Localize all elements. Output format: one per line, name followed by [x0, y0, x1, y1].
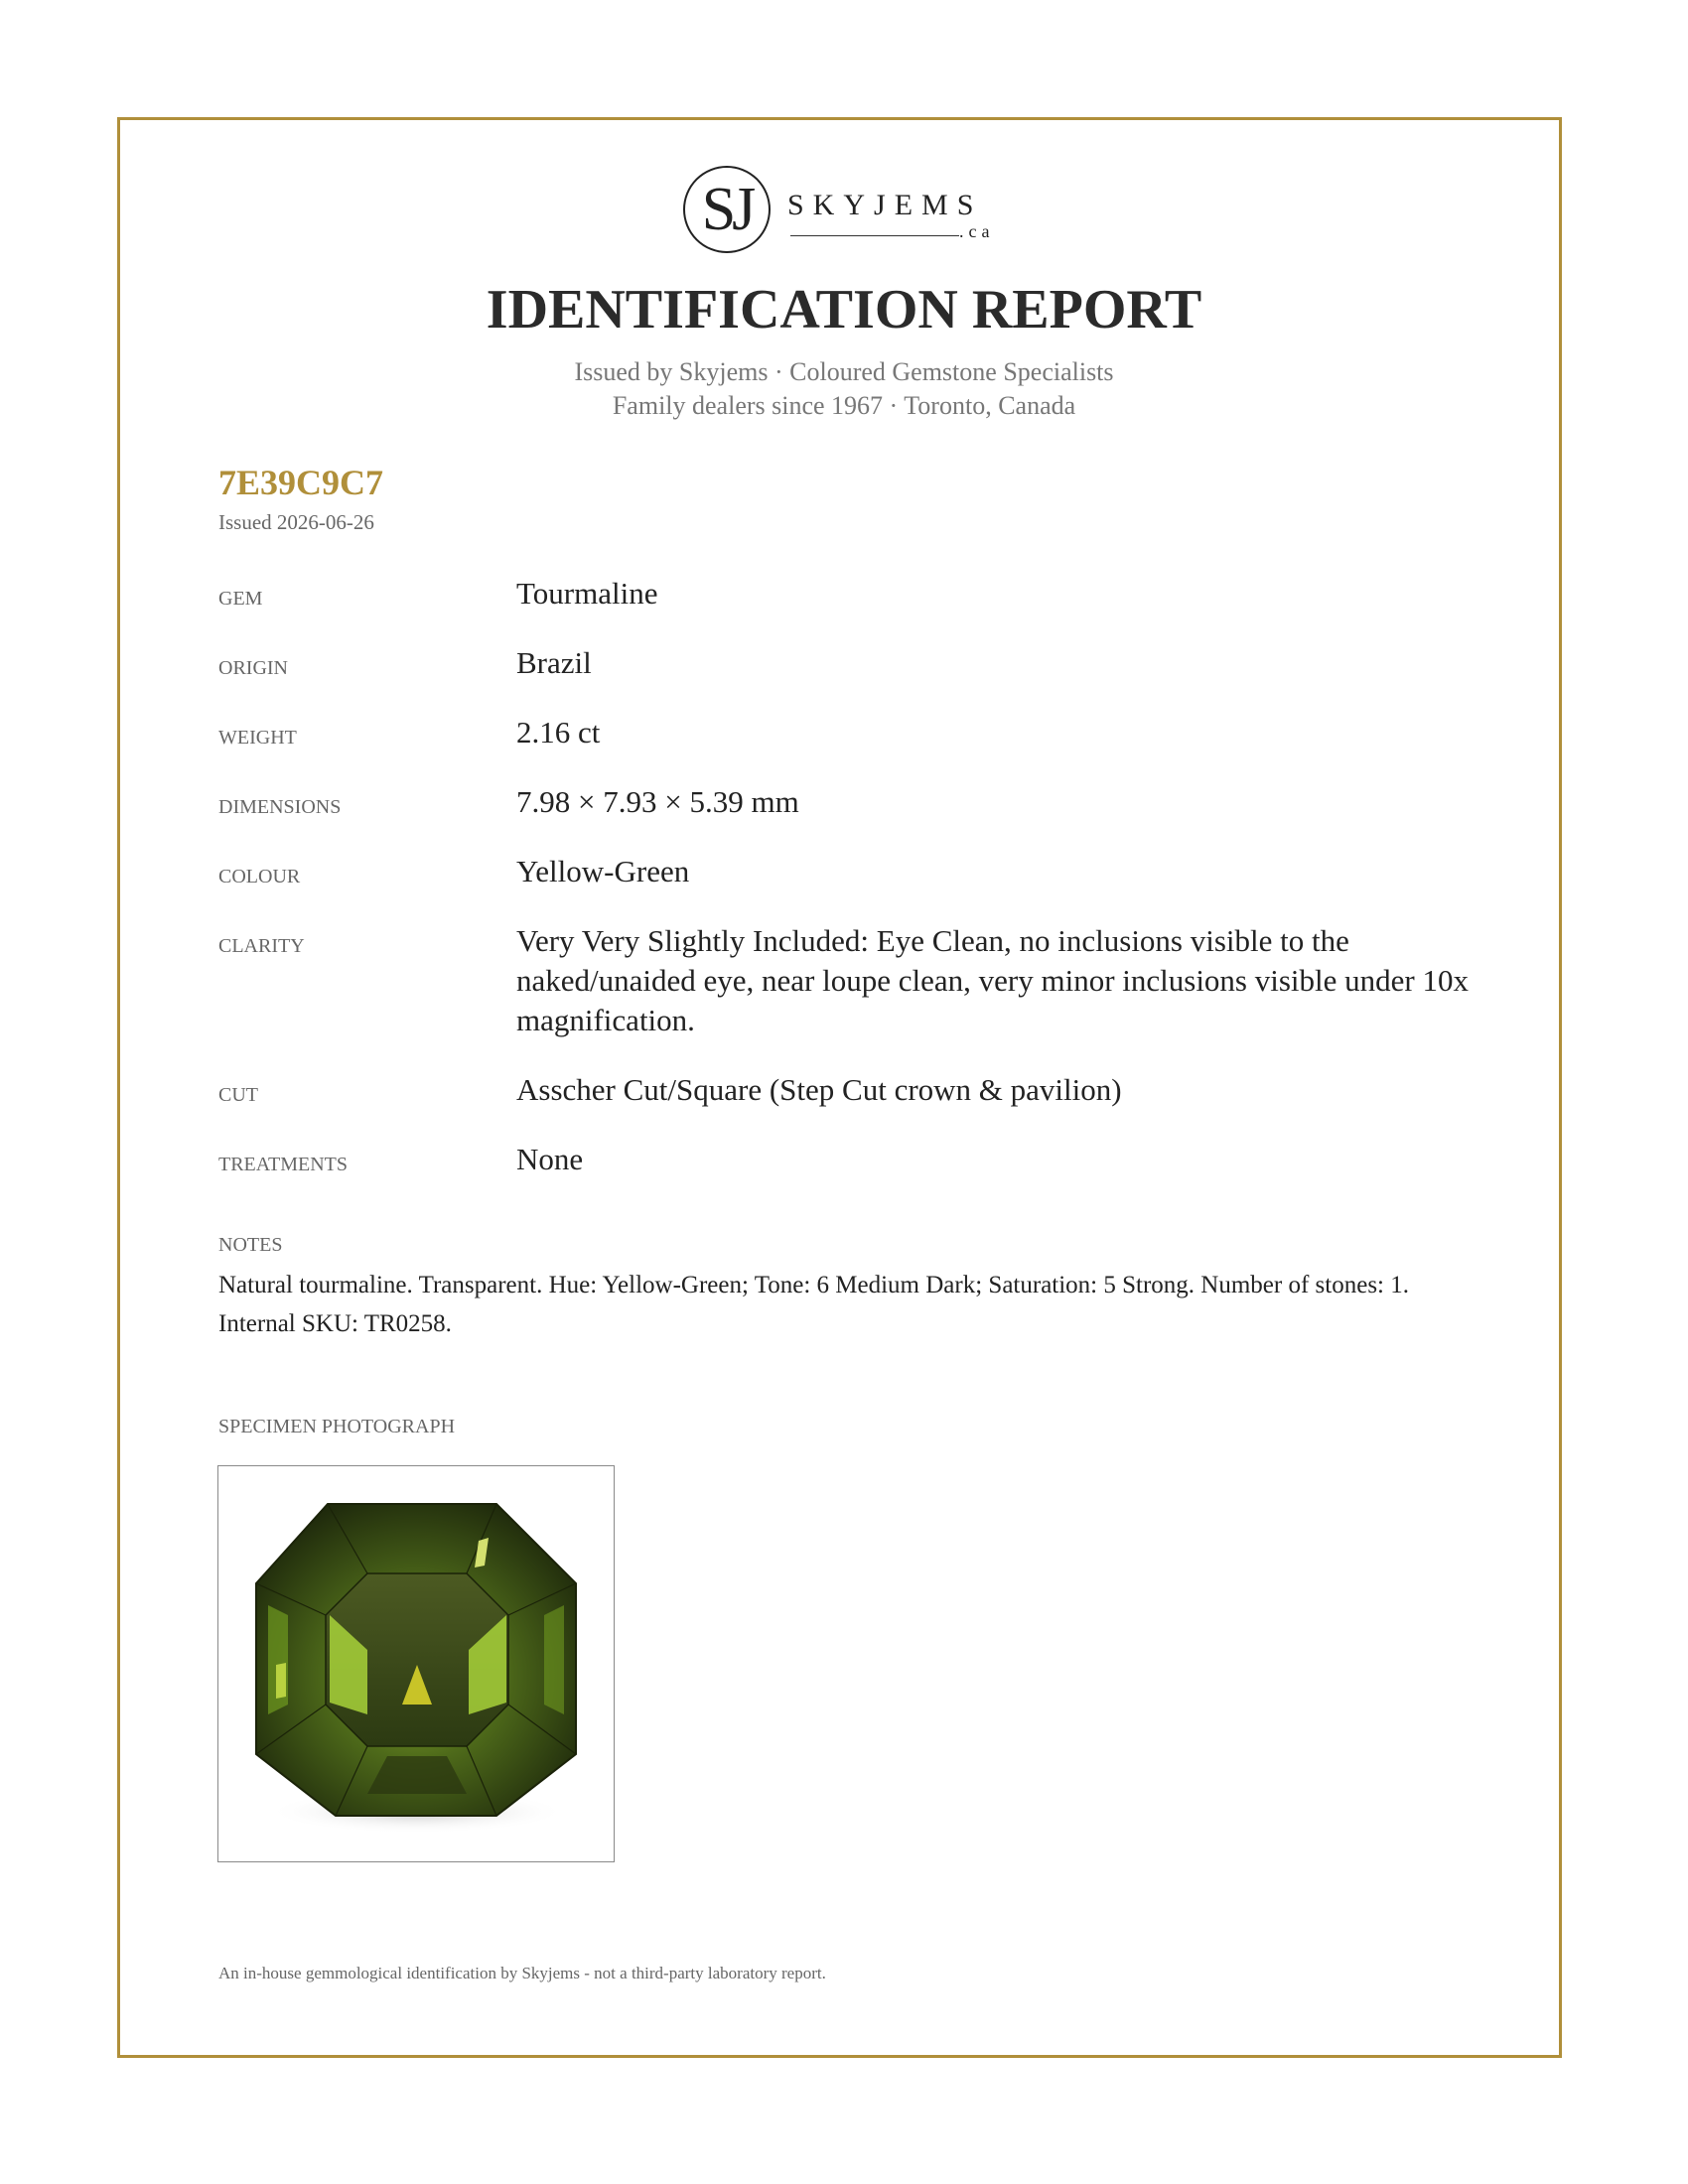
issuer-line: Issued by Skyjems · Coloured Gemstone Specialists	[574, 357, 1114, 386]
field-colour	[218, 852, 1489, 891]
field-label: CUT	[218, 1084, 258, 1106]
specimen-photograph	[217, 1465, 615, 1862]
field-origin	[218, 643, 1489, 683]
brand-name: SKYJEMS	[787, 189, 983, 221]
field-cut	[218, 1070, 1489, 1110]
field-clarity	[218, 921, 1489, 1040]
field-value: None	[516, 1142, 584, 1176]
field-treatments	[218, 1140, 1489, 1179]
brand-domain-suffix: .ca	[959, 221, 995, 241]
monogram-badge: SJ	[683, 166, 771, 253]
field-value: Brazil	[516, 645, 592, 680]
field-value: Asscher Cut/Square (Step Cut crown & pavilion)	[516, 1072, 1122, 1107]
field-value: 7.98 × 7.93 × 5.39 mm	[516, 784, 799, 819]
field-value: 2.16 ct	[516, 715, 601, 750]
skyjems-logo	[683, 164, 1001, 263]
field-label: GEM	[218, 588, 263, 610]
field-gem	[218, 574, 1489, 614]
field-label: ORIGIN	[218, 657, 288, 679]
disclaimer: An in-house gemmological identification by Skyjems - not a third-party laboratory report.	[218, 1964, 826, 1982]
field-label: COLOUR	[218, 866, 301, 887]
report-id: 7E39C9C7	[218, 463, 384, 502]
brand-underline	[790, 235, 959, 236]
field-label: TREATMENTS	[218, 1154, 348, 1175]
field-value: Very Very Slightly Included: Eye Clean, no inclusions visible to the naked/unaided eye, near loupe clean, very minor inclusions visible under 10x magnification.	[516, 923, 1469, 1037]
notes-label: NOTES	[218, 1234, 283, 1256]
dealer-info-line: Family dealers since 1967 · Toronto, Canada	[612, 391, 1076, 420]
photo-label: SPECIMEN PHOTOGRAPH	[218, 1416, 456, 1437]
field-label: CLARITY	[218, 935, 305, 957]
issue-date: Issued 2026-06-26	[218, 510, 374, 534]
field-label: WEIGHT	[218, 727, 297, 749]
field-weight	[218, 713, 1489, 752]
field-label: DIMENSIONS	[218, 796, 342, 818]
report-title: IDENTIFICATION REPORT	[486, 279, 1202, 341]
gemstone-image	[218, 1466, 614, 1861]
field-value: Tourmaline	[516, 576, 658, 611]
field-value: Yellow-Green	[516, 854, 690, 888]
field-dimensions	[218, 782, 1489, 822]
gem-details	[218, 574, 1489, 1209]
notes-text: Natural tourmaline. Transparent. Hue: Yellow-Green; Tone: 6 Medium Dark; Saturation: 5 Strong. Number of stones: 1. Internal SKU: TR0258.	[218, 1272, 1409, 1337]
